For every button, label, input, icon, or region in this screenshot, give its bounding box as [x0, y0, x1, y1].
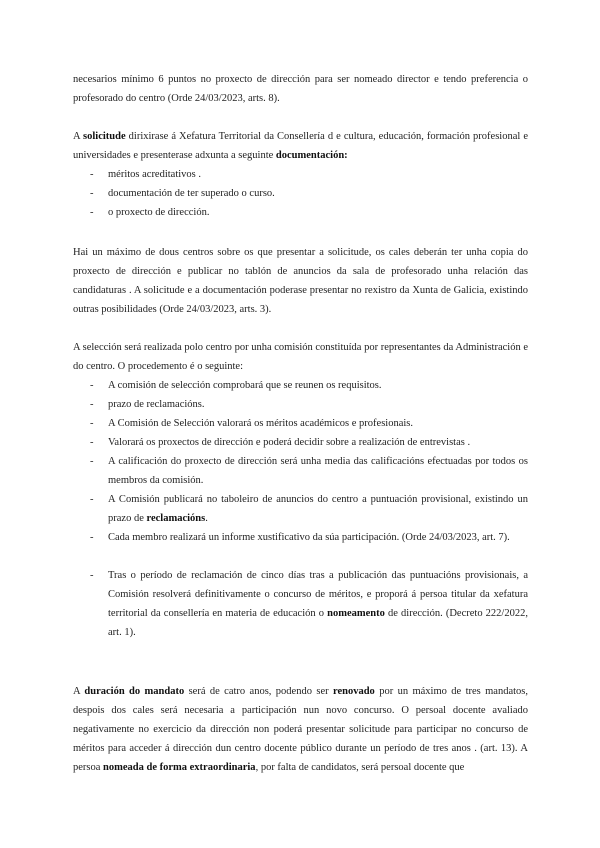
list-item: - A Comisión de Selección valorará os méritos académicos e profesionais. — [73, 414, 528, 433]
documentation-list — [73, 165, 528, 222]
bold-renovado: renovado — [333, 686, 375, 697]
intro-text: necesarios mínimo 6 puntos no proxecto de dirección para ser nomeado director e tendo preferencia o profesorado do centro (Orde 24/03/2023, arts. 8). — [73, 74, 528, 104]
procedure-list — [73, 376, 528, 642]
bold-nomeada-extraordinaria: nomeada de forma extraordinaria — [103, 762, 256, 773]
text-run: . — [205, 513, 208, 524]
bold-nomeamento: nomeamento — [327, 608, 385, 619]
list-item: - o proxecto de dirección. — [73, 203, 528, 222]
text-run: A — [73, 131, 84, 142]
paragraph-centros — [73, 243, 528, 319]
paragraph-mandato — [73, 682, 528, 777]
paragraph-solicitude — [73, 127, 528, 222]
list-item — [73, 490, 528, 528]
text-run: de dirección. (Decreto 222/2022, art. 1). — [108, 608, 528, 638]
bold-documentacion: documentación: — [275, 150, 348, 161]
text-run: será de catro anos, podendo ser — [184, 686, 333, 697]
bold-solicitude: solicitude — [83, 131, 126, 142]
text-run: dirixirase á Xefatura Territorial da Consellería d e cultura, educación, formación profesional e universidades e presenterase adxunta a seguinte — [73, 131, 528, 161]
solicitude-text — [73, 127, 528, 165]
paragraph-intro — [73, 70, 528, 108]
text-run: A — [73, 686, 85, 697]
mandato-text — [73, 682, 528, 777]
list-item: - prazo de reclamacións. — [73, 395, 528, 414]
list-item: - A calificación do proxecto de dirección será unha media das calificacións efectuadas por todos os membros da comisión. — [73, 452, 528, 490]
list-item: - méritos acreditativos . — [73, 165, 528, 184]
text-run: Tras o período de reclamación de cinco días tras a publicación das puntuacións provisionais, a Comisión resolverá definitivamente o concurso de méritos, e proporá á persoa titular da xefatura territorial da consellería en materia de educación o — [108, 570, 528, 619]
bold-duracion-mandato: duración do mandato — [84, 686, 185, 697]
seleccion-intro: A selección será realizada polo centro por unha comisión constituída por representantes da Administración e do centro. O procedemento é o seguinte: — [73, 342, 528, 372]
list-item: - Valorará os proxectos de dirección e poderá decidir sobre a realización de entrevistas . — [73, 433, 528, 452]
text-run: por un máximo de tres mandatos, despois dos cales será necesaria a participación nun novo concurso. O persoal docente avaliado negativamente no exercicio da dirección non poderá presentar solicitude para participar no concurso de méritos para acceder á dirección dun centro docente público durante un período de tres anos . (art. 13). A persoa — [73, 686, 528, 773]
list-item — [73, 566, 528, 642]
list-item: - Cada membro realizará un informe xustificativo da súa participación. (Orde 24/03/2023, art. 7). — [73, 528, 528, 547]
list-item: - documentación de ter superado o curso. — [73, 184, 528, 203]
text-run: A Comisión publicará no taboleiro de anuncios do centro a puntuación provisional, existindo un prazo de — [108, 494, 528, 524]
list-item: - A comisión de selección comprobará que se reunen os requisitos. — [73, 376, 528, 395]
text-run: , por falta de candidatos, será persoal docente que — [255, 762, 465, 773]
centros-text: Hai un máximo de dous centros sobre os que presentar a solicitude, os cales deberán ter unha copia do proxecto de dirección e publicar no tablón de anuncios da sala de profesorado unha relación das candidaturas . A solicitude e a documentación poderase presentar no rexistro da Xunta de Galicia, existindo outras posibilidades (Orde 24/03/2023, arts. 3). — [73, 247, 528, 315]
bold-reclamacions: reclamacións — [146, 513, 206, 524]
paragraph-seleccion — [73, 338, 528, 642]
